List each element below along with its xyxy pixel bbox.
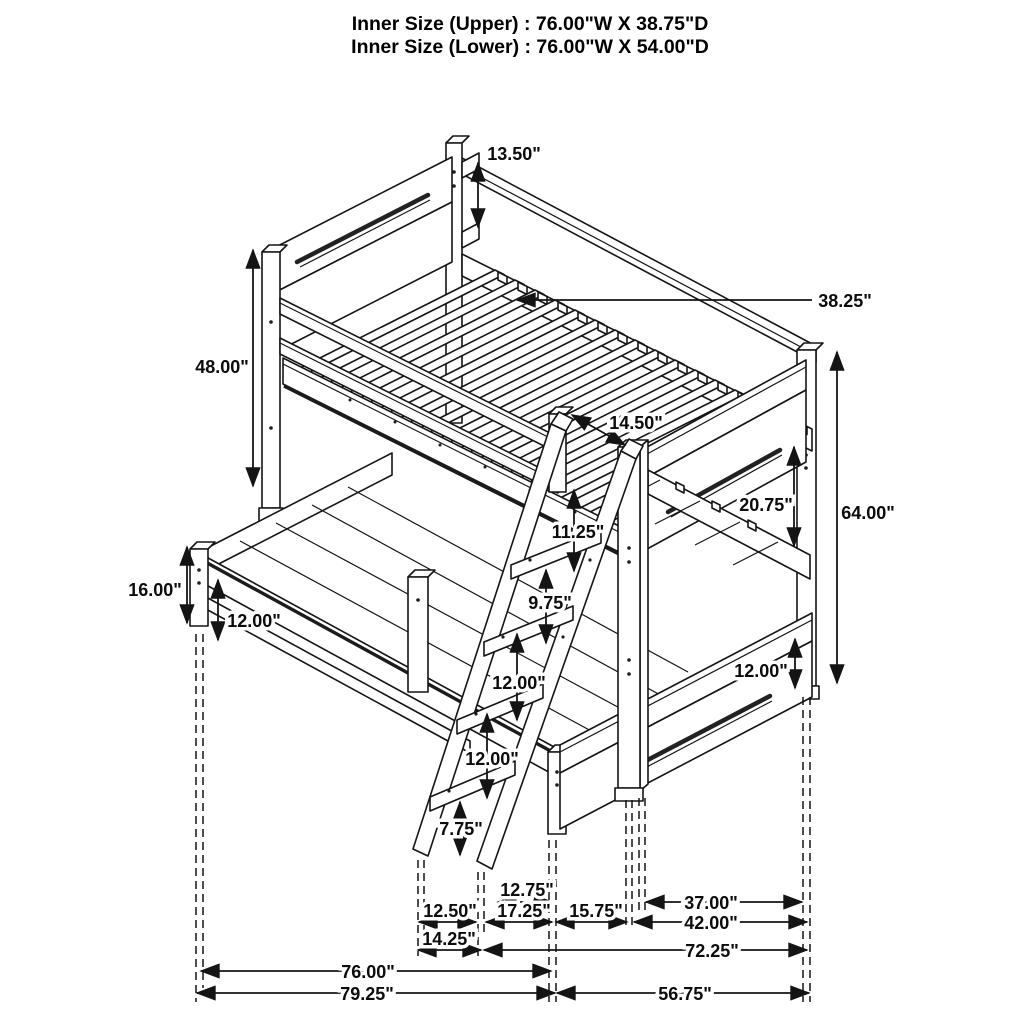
dim-upper-rail-to-lower-rail: 20.75" [739, 495, 793, 515]
title-block [351, 13, 709, 58]
dim-guard-rail-height: 13.50" [487, 144, 541, 164]
dim-rung-spacing-top: 11.25" [551, 522, 605, 542]
dim-rung-to-floor: 7.75" [439, 819, 483, 839]
dim-upper-slat-length: 38.25" [818, 291, 872, 311]
dim-lower-bed-inner-length: 76.00" [341, 962, 395, 982]
upper-bunk-far-rail [460, 157, 816, 362]
dim-ladder-to-footboard: 17.25" [497, 901, 551, 921]
dim-footboard-overhang: 15.75" [569, 901, 623, 921]
dim-upper-post-height: 48.00" [195, 357, 249, 377]
inner-size-upper-label: Inner Size (Upper) : 76.00"W X 38.75"D [351, 13, 709, 35]
dim-lower-leg-height: 16.00" [128, 580, 182, 600]
lower-bed-head-rail [205, 453, 392, 571]
guard-support-post [408, 570, 435, 692]
dim-ladder-top-width: 12.75" [500, 880, 554, 900]
dim-rung-spacing-4: 12.00" [465, 749, 519, 769]
dim-ladder-feet-width: 12.50" [423, 901, 477, 921]
inner-size-lower-label: Inner Size (Lower) : 76.00"W X 54.00"D [351, 36, 709, 58]
dim-upper-bed-length: 72.25" [685, 941, 739, 961]
dim-ladder-overall-depth: 14.25" [422, 929, 476, 949]
dim-lower-side-rail-height: 12.00" [227, 611, 281, 631]
dim-lower-bed-overall-length: 79.25" [340, 984, 394, 1004]
dim-rung-spacing-3: 12.00" [492, 673, 546, 693]
dim-foot-posts-outer: 42.00" [684, 913, 738, 933]
dim-rung-spacing-2: 9.75" [528, 593, 572, 613]
lower-footboard [560, 613, 812, 829]
dim-overall-height: 64.00" [841, 503, 895, 523]
dim-foot-posts-inner: 37.00" [684, 893, 738, 913]
dim-overall-depth: 56.75" [658, 984, 712, 1004]
dim-lower-foot-rail-height: 12.00" [734, 661, 788, 681]
dim-ladder-opening: 14.50" [609, 413, 663, 433]
